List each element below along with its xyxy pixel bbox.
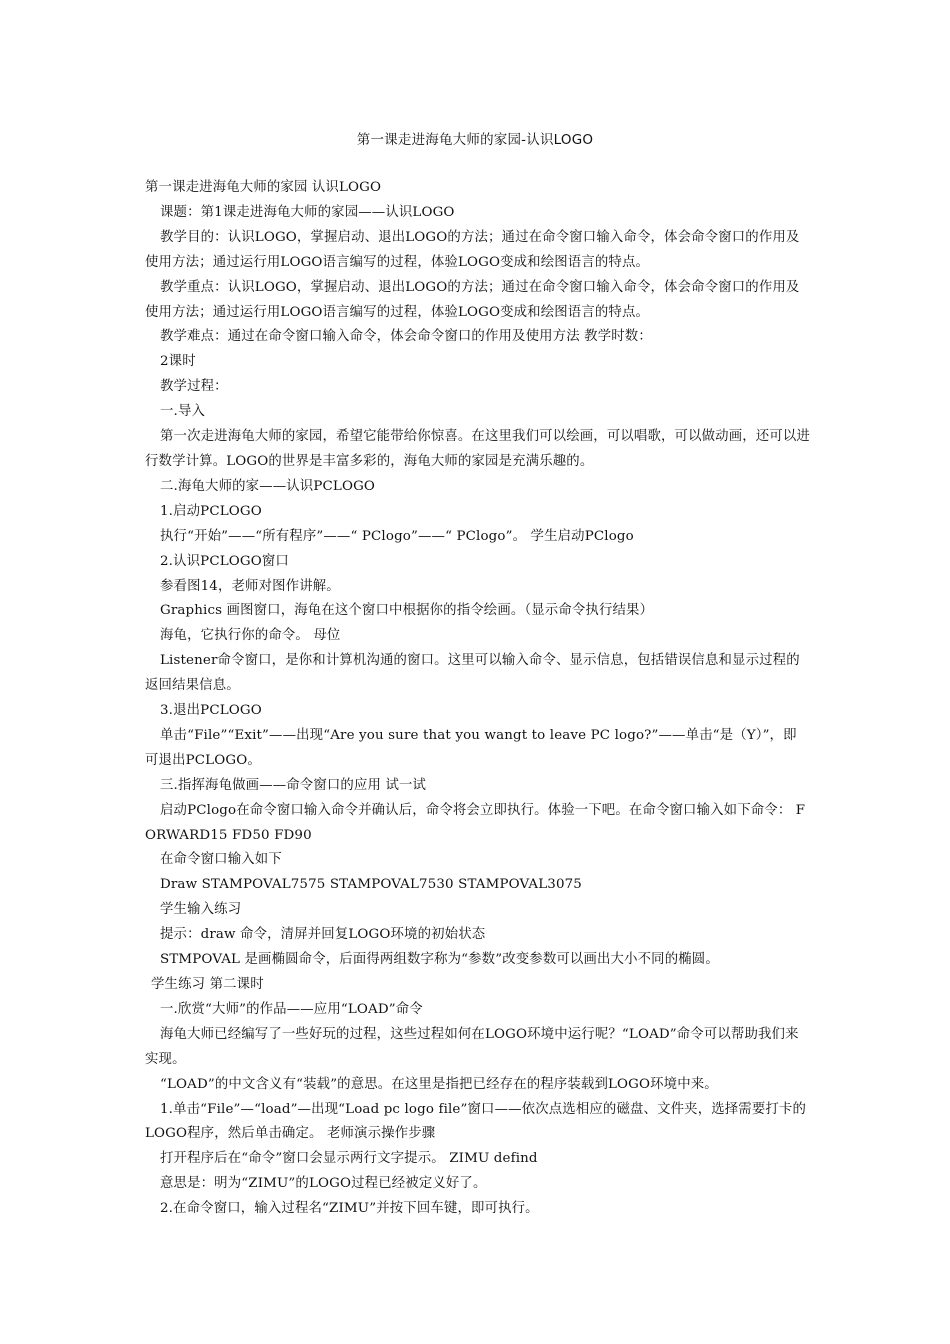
paragraph-stampoval: STMPOVAL 是画椭圆命令，后面得两组数字称为“参数”改变参数可以画出大小不同的椭圆。 (160, 952, 719, 968)
paragraph-run: 2.在命令窗口，输入过程名“ZIMU”并按下回车键，即可执行。 (160, 1201, 539, 1217)
section-load-heading: 一.欣赏“大师”的作品——应用“LOAD”命令 (160, 1001, 423, 1017)
document-body (145, 176, 810, 1222)
paragraph-heading: 第一课走进海龟大师的家园 认识LOGO (145, 180, 382, 195)
paragraph-load-meaning2: 意思是：明为“ZIMU”的LOGO过程已经被定义好了。 (160, 1176, 487, 1192)
paragraph-draw-commands: Draw STAMPOVAL7575 STAMPOVAL7530 STAMPOVAL3075 (160, 877, 582, 893)
section-pclogo-heading: 二.海龟大师的家——认识PCLOGO (160, 478, 376, 494)
paragraph-difficulties: 教学难点：通过在命令窗口输入命令，体会命令窗口的作用及使用方法 教学时数： (160, 329, 652, 345)
step-exit-heading: 3.退出PCLOGO (160, 703, 262, 719)
paragraph-exit: 单击“File”“Exit”——出现“Are you sure that you wangt to leave PC logo?”——单击“是（Y）”，即可退出PCLOGO。 (145, 727, 797, 768)
paragraph-objectives: 教学目的：认识LOGO，掌握启动、退出LOGO的方法；通过在命令窗口输入命令，体会命令窗口的作用及使用方法；通过运行用LOGO语言编写的过程，体验LOGO变成和绘图语言的特点。 (145, 229, 800, 270)
paragraph-turtle: 海龟，它执行你的命令。 母位 (160, 628, 341, 644)
paragraph-second-lesson: 学生练习 第二课时 (151, 977, 264, 992)
paragraph-input-label: 在命令窗口输入如下 (160, 852, 282, 868)
paragraph-load-intro: 海龟大师已经编写了一些好玩的过程，这些过程如何在LOGO环境中运行呢？“LOAD”命令可以帮助我们来实现。 (145, 1026, 799, 1067)
paragraph-graphics: Graphics 画图窗口，海龟在这个窗口中根据你的指令绘画。（显示命令执行结果） (160, 603, 654, 619)
document-title: 第一课走进海龟大师的家园-认识LOGO (356, 132, 594, 148)
step-window-heading: 2.认识PCLOGO窗口 (160, 553, 289, 569)
paragraph-figure: 参看图14，老师对图作讲解。 (160, 578, 340, 594)
paragraph-listener: Listener命令窗口，是你和计算机沟通的窗口。这里可以输入命令、显示信息，包括错误信息和显示过程的返回结果信息。 (145, 653, 800, 694)
paragraph-start: 执行“开始”——“所有程序”——“ PClogo”——“ PClogo”。 学生启动PClogo (160, 528, 634, 544)
paragraph-load-result: 打开程序后在“命令”窗口会显示两行文字提示。 ZIMU defind (160, 1151, 538, 1167)
section-command-heading: 三.指挥海龟做画——命令窗口的应用 试一试 (160, 777, 427, 793)
section-intro-heading: 一.导入 (160, 404, 206, 420)
paragraph-load-meaning: “LOAD”的中文含义有“装载”的意思。在这里是指把已经存在的程序装载到LOGO环境中来。 (160, 1076, 718, 1092)
paragraph-load-steps: 1.单击“File”—“load”—出现“Load pc logo file”窗口——依次点选相应的磁盘、文件夹，选择需要打卡的LOGO程序，然后单击确定。 老师演示操作步骤 (145, 1101, 807, 1142)
paragraph-key-points: 教学重点：认识LOGO，掌握启动、退出LOGO的方法；通过在命令窗口输入命令，体会命令窗口的作用及使用方法；通过运行用LOGO语言编写的过程，体验LOGO变成和绘图语言的特点。 (145, 279, 800, 320)
paragraph-topic: 课题：第1课走进海龟大师的家园——认识LOGO (160, 204, 455, 220)
paragraph-command: 启动PClogo在命令窗口输入命令并确认后，命令将会立即执行。体验一下吧。在命令窗口输入如下命令： FORWARD15 FD50 FD90 (145, 802, 806, 843)
paragraph-intro: 第一次走进海龟大师的家园，希望它能带给你惊喜。在这里我们可以绘画，可以唱歌，可以做动画，还可以进行数学计算。LOGO的世界是丰富多彩的，海龟大师的家园是充满乐趣的。 (145, 429, 810, 469)
paragraph-process: 教学过程： (160, 379, 228, 395)
paragraph-hours: 2课时 (160, 354, 196, 370)
paragraph-practice: 学生输入练习 (160, 902, 242, 918)
step-start-heading: 1.启动PCLOGO (160, 503, 262, 519)
paragraph-hint: 提示：draw 命令，清屏并回复LOGO环境的初始状态 (160, 927, 486, 943)
